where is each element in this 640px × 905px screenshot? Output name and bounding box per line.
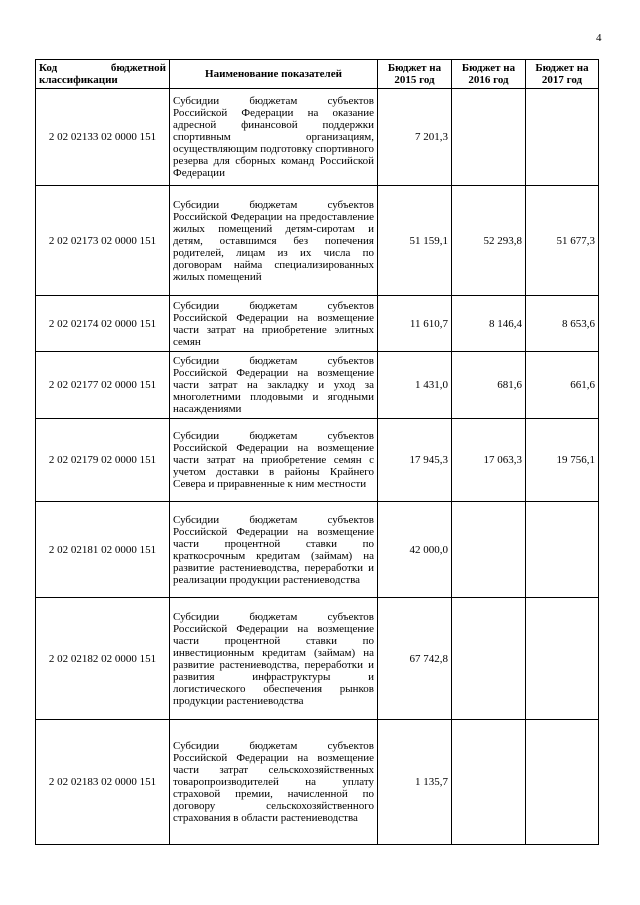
row-budget-2015: 67 742,8: [378, 598, 452, 720]
row-budget-2017: 8 653,6: [526, 296, 599, 352]
row-budget-2016: [452, 598, 526, 720]
row-budget-2017: [526, 720, 599, 845]
header-name: Наименование показателей: [170, 60, 378, 89]
row-code: 2 02 02182 02 0000 151: [36, 598, 170, 720]
row-code: 2 02 02133 02 0000 151: [36, 89, 170, 186]
header-code: Код бюджетной классификации: [36, 60, 170, 89]
row-budget-2017: [526, 598, 599, 720]
table-row: [36, 720, 599, 845]
row-name: Субсидии бюджетам субъектов Российской Федерации на возмещение части затрат на приобретение элитных семян: [170, 296, 378, 352]
page-number: 4: [596, 32, 602, 44]
row-name: Субсидии бюджетам субъектов Российской Федерации на возмещение части процентной ставки по инвестиционным кредитам (займам) на развитие растениеводства, переработки и развития инфраструктуры и логистического обеспечения рынков продукции растениеводства: [170, 598, 378, 720]
row-budget-2015: 11 610,7: [378, 296, 452, 352]
row-budget-2016: 52 293,8: [452, 186, 526, 296]
table-row: [36, 186, 599, 296]
table-header-row: [36, 60, 599, 89]
table-row: [36, 419, 599, 502]
table-row: [36, 296, 599, 352]
row-budget-2017: [526, 89, 599, 186]
row-name: Субсидии бюджетам субъектов Российской Федерации на возмещение части затрат сельскохозяйственных товаропроизводителей на уплату страховой премии, начисленной по договору сельскохозяйственного страхования в области растениеводства: [170, 720, 378, 845]
row-budget-2017: [526, 502, 599, 598]
row-budget-2015: 51 159,1: [378, 186, 452, 296]
row-name: Субсидии бюджетам субъектов Российской Федерации на возмещение части затрат на закладку и уход за многолетними плодовыми и ягодными насаждениями: [170, 352, 378, 419]
row-code: 2 02 02177 02 0000 151: [36, 352, 170, 419]
table-row: [36, 89, 599, 186]
row-budget-2017: 51 677,3: [526, 186, 599, 296]
row-budget-2015: 17 945,3: [378, 419, 452, 502]
row-budget-2016: 8 146,4: [452, 296, 526, 352]
budget-table: [35, 59, 599, 845]
row-code: 2 02 02173 02 0000 151: [36, 186, 170, 296]
row-budget-2016: [452, 720, 526, 845]
row-name: Субсидии бюджетам субъектов Российской Федерации на оказание адресной финансовой поддержки спортивным организациям, осуществляющим подготовку спортивного резерва для сборных команд Российской Федерации: [170, 89, 378, 186]
row-budget-2016: 17 063,3: [452, 419, 526, 502]
row-code: 2 02 02174 02 0000 151: [36, 296, 170, 352]
row-budget-2015: 7 201,3: [378, 89, 452, 186]
header-budget-2017: Бюджет на 2017 год: [526, 60, 599, 89]
header-budget-2016: Бюджет на 2016 год: [452, 60, 526, 89]
row-code: 2 02 02183 02 0000 151: [36, 720, 170, 845]
table-row: [36, 502, 599, 598]
row-name: Субсидии бюджетам субъектов Российской Федерации на возмещение части процентной ставки по краткосрочным кредитам (займам) на развитие растениеводства, переработки и реализации продукции растениеводства: [170, 502, 378, 598]
row-budget-2016: [452, 89, 526, 186]
row-code: 2 02 02179 02 0000 151: [36, 419, 170, 502]
row-name: Субсидии бюджетам субъектов Российской Федерации на возмещение части затрат на приобретение семян с учетом доставки в районы Крайнего Севера и приравненные к ним местности: [170, 419, 378, 502]
table-row: [36, 352, 599, 419]
row-budget-2015: 1 431,0: [378, 352, 452, 419]
row-budget-2016: [452, 502, 526, 598]
row-name: Субсидии бюджетам субъектов Российской Федерации на предоставление жилых помещений детям-сиротам и детям, оставшимся без попечения родителей, лицам из их числа по договорам найма специализированных жилых помещений: [170, 186, 378, 296]
row-budget-2016: 681,6: [452, 352, 526, 419]
table-row: [36, 598, 599, 720]
row-budget-2015: 1 135,7: [378, 720, 452, 845]
row-budget-2017: 19 756,1: [526, 419, 599, 502]
row-code: 2 02 02181 02 0000 151: [36, 502, 170, 598]
row-budget-2017: 661,6: [526, 352, 599, 419]
row-budget-2015: 42 000,0: [378, 502, 452, 598]
header-budget-2015: Бюджет на 2015 год: [378, 60, 452, 89]
